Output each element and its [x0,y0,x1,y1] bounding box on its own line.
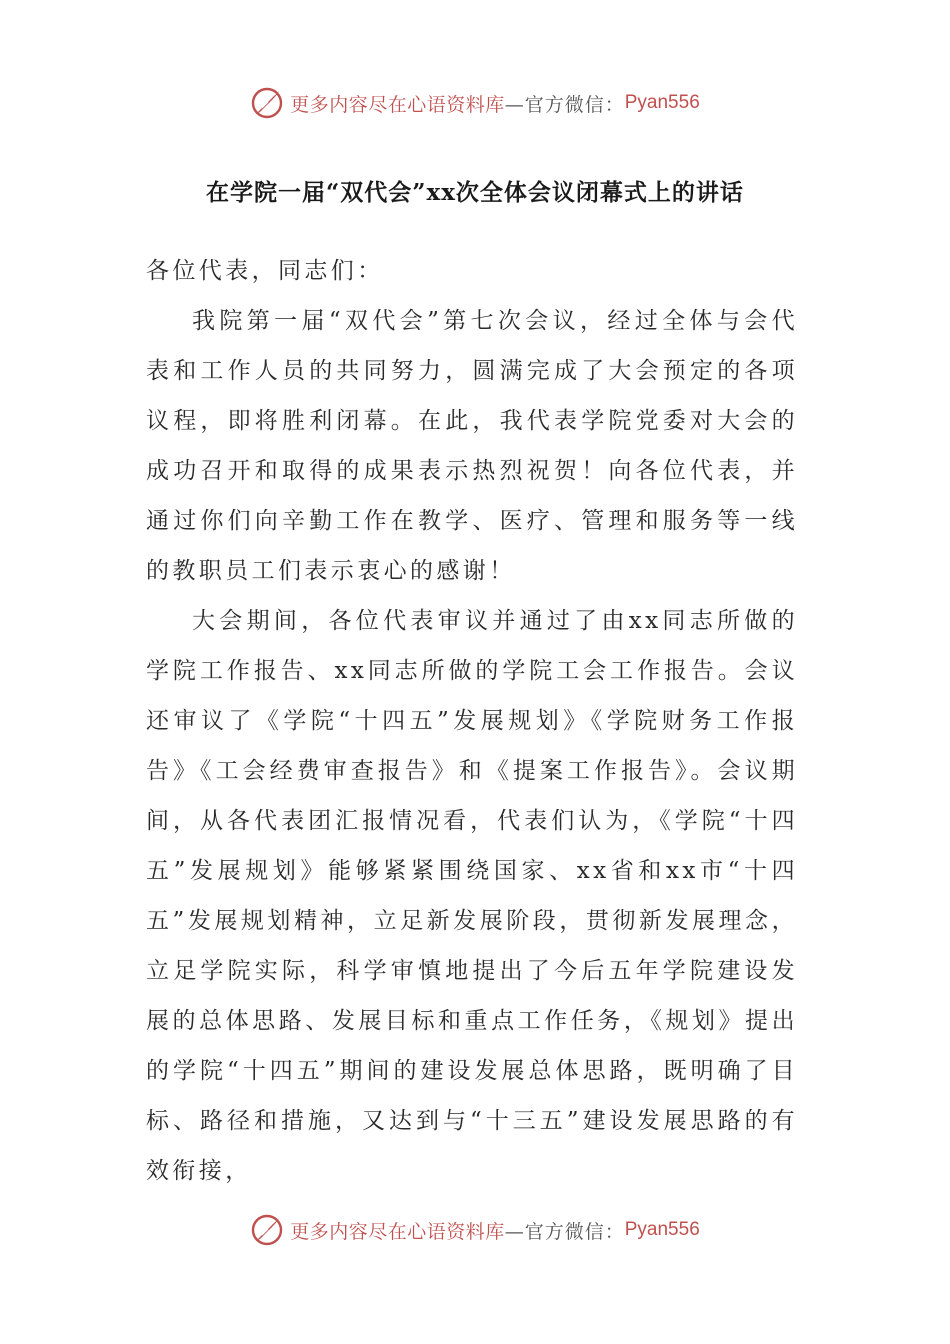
quill-pen-logo-icon [250,1213,284,1247]
quill-pen-logo-icon [250,86,284,120]
document-title: 在学院一届“双代会”xx次全体会议闭幕式上的讲话 [206,179,744,206]
document-body [146,246,798,1196]
banner-wechat-id: Pyan556 [624,1219,700,1240]
banner-main-text: 更多内容尽在心语资料库 [290,93,505,116]
banner-main-text: 更多内容尽在心语资料库 [290,1220,505,1243]
header-banner [0,81,950,125]
paragraph-2: 大会期间，各位代表审议并通过了由xx同志所做的学院工作报告、xx同志所做的学院工会工作报告。会议还审议了《学院“十四五”发展规划》《学院财务工作报告》《工会经费审查报告》和《提案工作报告》。会议期间，从各代表团汇报情况看，代表们认为，《学院“十四五”发展规划》能够紧紧围绕国家、xx省和xx市“十四五”发展规划精神，立足新发展阶段，贯彻新发展理念，立足学院实际，科学审慎地提出了今后五年学院建设发展的总体思路、发展目标和重点工作任务，《规划》提出的学院“十四五”期间的建设发展总体思路，既明确了目标、路径和措施，又达到与“十三五”建设发展思路的有效衔接， [146,608,798,1184]
salutation: 各位代表，同志们： [146,258,384,284]
banner-wechat-id: Pyan556 [624,92,700,113]
banner-sub-text: —官方微信： [504,93,625,116]
footer-banner [0,1208,950,1252]
paragraph-1: 我院第一届“双代会”第七次会议，经过全体与会代表和工作人员的共同努力，圆满完成了大会预定的各项议程，即将胜利闭幕。在此，我代表学院党委对大会的成功召开和取得的成果表示热烈祝贺！向各位代表，并通过你们向辛勤工作在教学、医疗、管理和服务等一线的教职员工们表示衷心的感谢！ [146,308,798,584]
banner-sub-text: —官方微信： [504,1220,625,1243]
